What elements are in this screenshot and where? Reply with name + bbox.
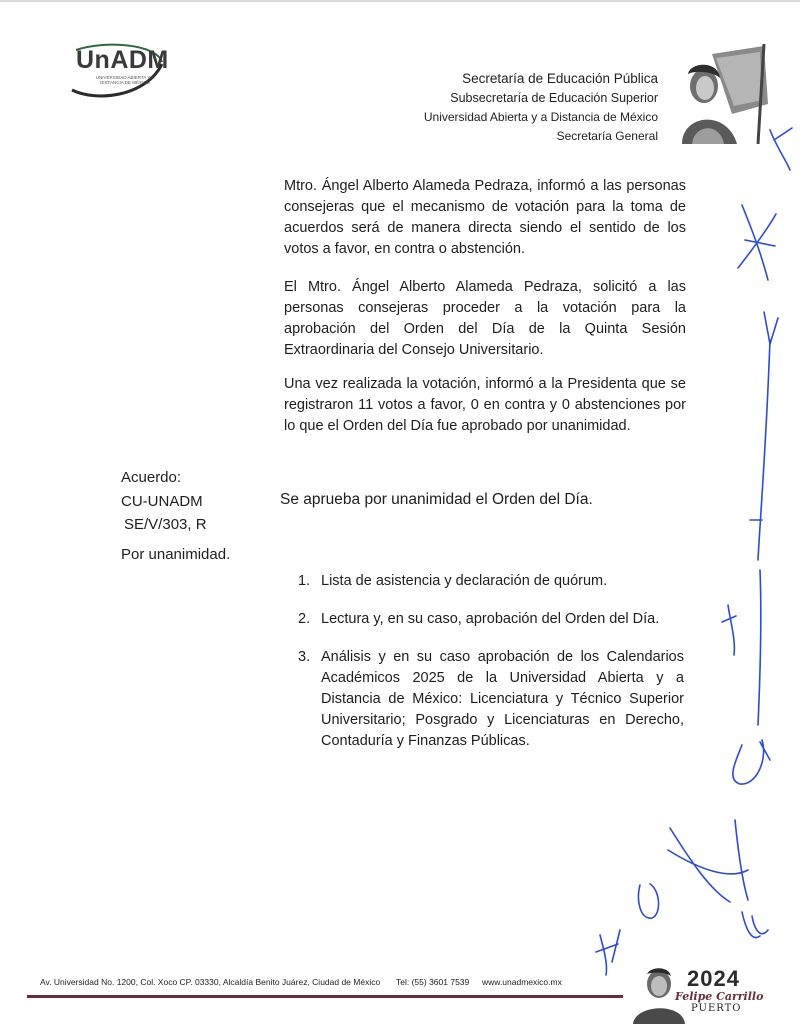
logo-subtext: UNIVERSIDAD ABIERTA Y A DISTANCIA DE MÉXICO	[95, 75, 155, 85]
agenda-item	[298, 609, 684, 630]
paragraph-vote-request: El Mtro. Ángel Alberto Alameda Pedraza, solicitó a las personas consejeras proceder a la votación para la aprobación del Orden del Día de la Quinta Sesión Extraordinaria del Consejo Universitario.	[284, 279, 686, 358]
header-line-sep: Secretaría de Educación Pública	[462, 71, 658, 86]
initial-mark-3	[764, 312, 778, 344]
agenda-item-text: Lista de asistencia y declaración de quórum.	[321, 573, 608, 589]
agenda-item-number: 2.	[298, 611, 311, 627]
header-line-ses: Subsecretaría de Educación Superior	[450, 91, 658, 105]
initial-mark-4	[722, 605, 736, 655]
letterhead	[424, 68, 658, 145]
agreement-vote: Por unanimidad.	[121, 546, 231, 563]
agenda-item-text: Lectura y, en su caso, aprobación del Orden del Día.	[321, 611, 660, 627]
footer-website: www.unadmexico.mx	[482, 977, 562, 987]
agreement-resolution: Se aprueba por unanimidad el Orden del Día.	[280, 491, 593, 508]
header-line-university: Universidad Abierta y a Distancia de México	[423, 110, 658, 124]
footer-phone: Tel: (55) 3601 7539	[396, 977, 470, 987]
initial-mark-5	[733, 740, 770, 784]
agenda-item	[298, 647, 684, 752]
footer-address: Av. Universidad No. 1200, Col. Xoco CP. 03330, Alcaldía Benito Juárez, Ciudad de México	[40, 977, 381, 987]
signature-large	[668, 820, 748, 902]
agenda-item-number: 3.	[298, 649, 311, 665]
agenda-item	[298, 571, 684, 592]
agenda-item-number: 1.	[298, 573, 311, 589]
initial-mark-8	[742, 912, 768, 938]
year-emblem	[625, 960, 775, 1024]
top-border	[0, 0, 800, 2]
agenda-item-text: Análisis y en su caso aprobación de los Calendarios Académicos 2025 de la Universidad Abierta y a Distancia de México: Licenciatura y Técnico Superior Universitario; Posgrado y Licenciaturas en Derecho, Contaduría y Finanzas Públicas.	[321, 649, 684, 749]
agenda-list	[298, 571, 684, 769]
initial-mark-6	[639, 884, 659, 918]
agreement-code-line1: CU-UNADM	[121, 493, 203, 510]
emblem-name-line1: Felipe Carrillo	[675, 990, 764, 1003]
header-line-secretaria: Secretaría General	[556, 129, 658, 143]
initial-mark-7	[596, 930, 620, 975]
initial-mark-1	[770, 128, 792, 170]
initial-mark-2	[738, 205, 776, 280]
portrait-flag-image	[672, 44, 772, 144]
signature-line	[750, 340, 770, 560]
footer-divider	[27, 995, 623, 998]
paragraph-voting-mechanism: Mtro. Ángel Alberto Alameda Pedraza, informó a las personas consejeras que el mecanismo de votación para la toma de acuerdos será de manera directa siendo el sentido de los votos a favor, en contra o abstención.	[284, 178, 686, 257]
unadm-logo	[66, 42, 169, 102]
signature-line-2	[758, 570, 761, 725]
year-text: 2024	[687, 966, 740, 991]
agreement-code-line2: SE/V/303, R	[124, 516, 207, 533]
agreement-label: Acuerdo:	[121, 469, 182, 486]
emblem-name-line2: PUERTO	[691, 1003, 742, 1014]
paragraph-vote-result: Una vez realizada la votación, informó a la Presidenta que se registraron 11 votos a favor, 0 en contra y 0 abstenciones por lo que el Orden del Día fue aprobado por unanimidad.	[284, 376, 686, 434]
logo-wordmark: UnADM	[76, 46, 169, 74]
